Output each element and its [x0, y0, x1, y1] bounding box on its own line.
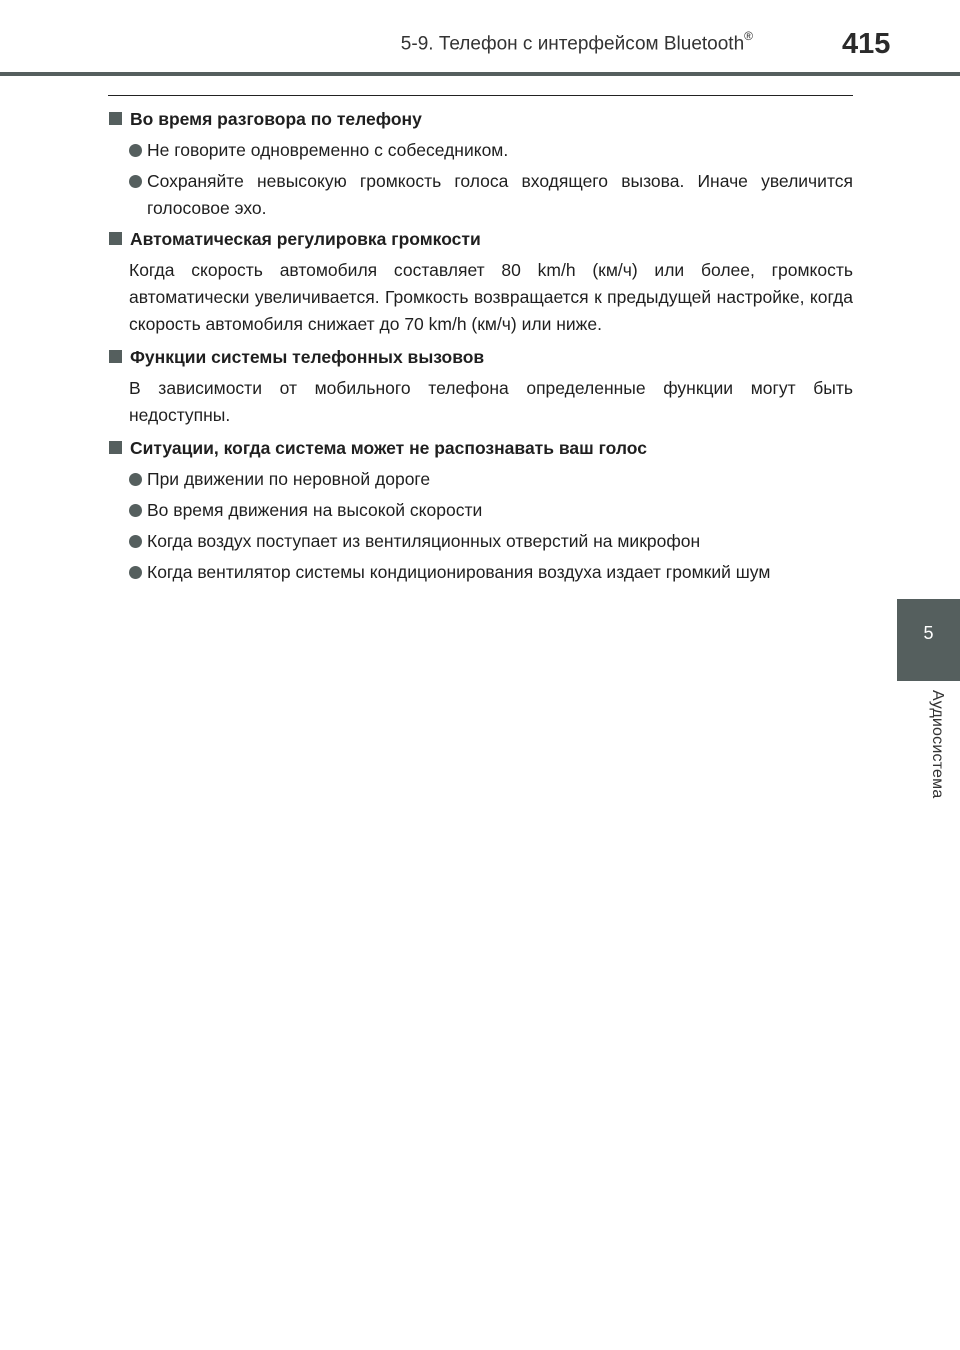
- circle-bullet-icon: [129, 535, 142, 548]
- square-bullet-icon: [109, 350, 122, 363]
- section-heading-text: Ситуации, когда система может не распознавать ваш голос: [130, 438, 647, 458]
- list-item: [108, 559, 853, 586]
- list-item-text: При движении по неровной дороге: [147, 469, 431, 489]
- list-item: [108, 168, 853, 222]
- square-bullet-icon: [109, 112, 122, 125]
- square-bullet-icon: [109, 441, 122, 454]
- chapter-tab-number: 5: [923, 623, 934, 643]
- list-item-text: Не говорите одновременно с собеседником.: [147, 140, 509, 160]
- list-item: [108, 466, 853, 493]
- list-item-text: Когда вентилятор системы кондиционирования воздуха издает громкий шум: [147, 562, 771, 582]
- section-heading-text: Функции системы телефонных вызовов: [130, 347, 485, 367]
- circle-bullet-icon: [129, 175, 142, 188]
- section-during-call: [108, 106, 853, 222]
- header-bar: [0, 72, 960, 76]
- list-item: [108, 137, 853, 164]
- page-number: 415: [842, 28, 891, 60]
- section-heading-text: Автоматическая регулировка громкости: [130, 229, 481, 249]
- page-content: [108, 106, 853, 590]
- section-heading: [108, 344, 853, 374]
- chapter-title-text: 5-9. Телефон с интерфейсом Bluetooth: [400, 33, 745, 55]
- square-bullet-icon: [109, 232, 122, 245]
- section-voice-recognition: [108, 435, 853, 586]
- circle-bullet-icon: [129, 504, 142, 517]
- section-heading-text: Во время разговора по телефону: [130, 109, 422, 129]
- top-divider: [108, 95, 853, 96]
- list-item: [108, 528, 853, 555]
- section-auto-volume: [108, 226, 853, 338]
- chapter-tab-label: Аудиосистема: [929, 690, 946, 799]
- circle-bullet-icon: [129, 566, 142, 579]
- circle-bullet-icon: [129, 144, 142, 157]
- section-heading: [108, 226, 853, 256]
- chapter-title: [401, 31, 753, 55]
- registered-mark: ®: [744, 29, 753, 43]
- section-call-functions: [108, 344, 853, 429]
- section-paragraph: Когда скорость автомобиля составляет 80 km/h (км/ч) или более, громкость автоматически увеличивается. Громкость возвращается к предыдущей настройке, когда скорость автомобиля снижает до 70 km/h (км/ч) или ниже.: [129, 260, 853, 334]
- list-item: [108, 497, 853, 524]
- section-heading: [108, 106, 853, 136]
- section-paragraph: В зависимости от мобильного телефона определенные функции могут быть недоступны.: [129, 378, 853, 425]
- list-item-text: Когда воздух поступает из вентиляционных отверстий на микрофон: [147, 531, 701, 551]
- circle-bullet-icon: [129, 473, 142, 486]
- list-item-text: Сохраняйте невысокую громкость голоса входящего вызова. Иначе увеличится голосовое эхо.: [147, 171, 853, 218]
- section-heading: [108, 435, 853, 465]
- list-item-text: Во время движения на высокой скорости: [147, 500, 483, 520]
- chapter-tab: [897, 599, 960, 681]
